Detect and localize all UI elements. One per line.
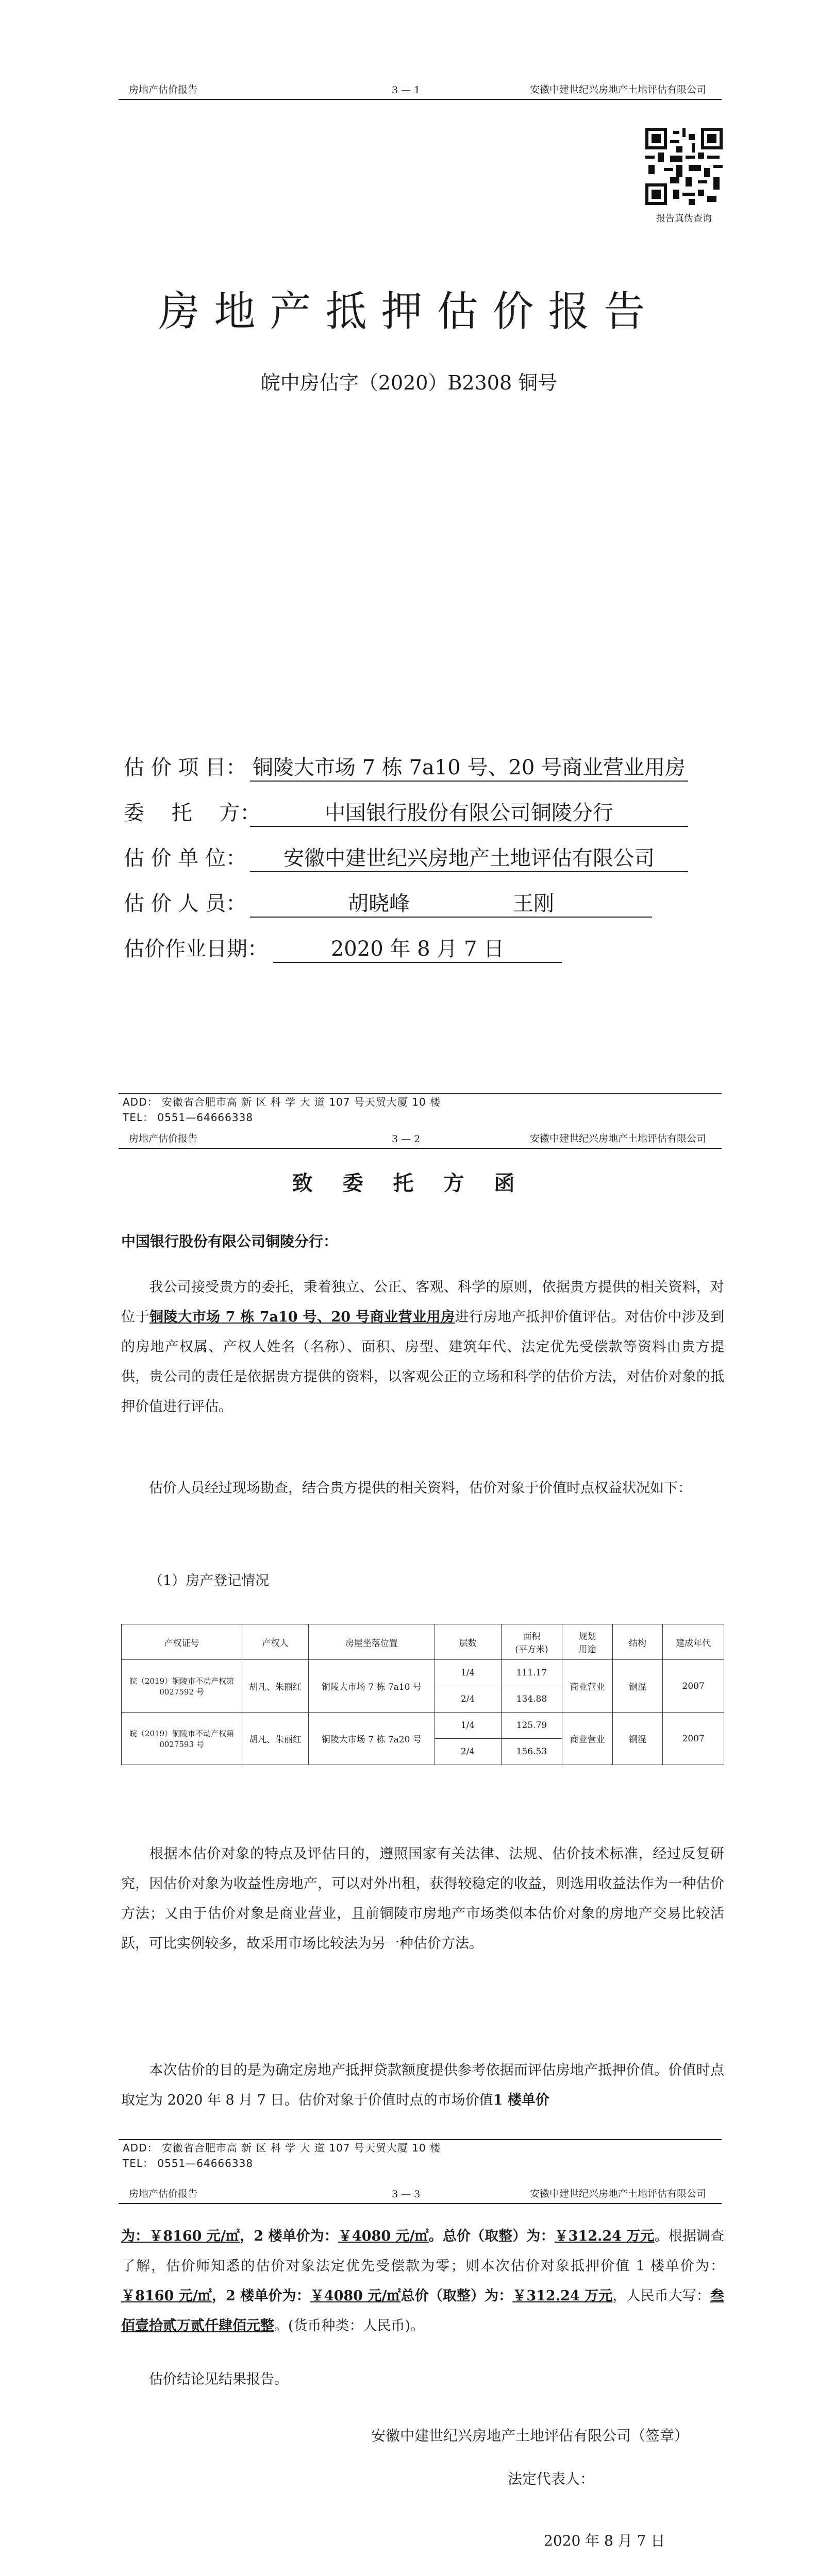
table-header-row (122, 1624, 724, 1660)
header-left: 房地产估价报告 (129, 2188, 198, 2199)
header-page-number: 3 — 3 (392, 2189, 421, 2200)
paragraph-1 (121, 1273, 724, 1422)
text: 。(货币种类：人民币)。 (274, 2318, 425, 2334)
header-page-number: 3 — 1 (392, 84, 421, 96)
header-right: 安徽中建世纪兴房地产土地评估有限公司 (529, 1133, 706, 1144)
page-footer (119, 1093, 722, 1125)
cert-number: 皖（2019）铜陵市不动产权第 0027592 号 (122, 1660, 242, 1713)
col-header: 规划 用途 (562, 1624, 613, 1660)
text: ，2 楼单价为： (211, 2288, 310, 2304)
header-left: 房地产估价报告 (129, 1133, 198, 1144)
floor: 1/4 (435, 1713, 501, 1739)
location: 铜陵大市场 7 栋 7a20 号 (309, 1713, 435, 1765)
paragraph-2 (121, 1473, 724, 1503)
field-value: 铜陵大市场 7 栋 7a10 号、20 号商业营业用房 (250, 751, 688, 782)
page-1 (0, 0, 818, 1124)
area: 134.88 (501, 1686, 562, 1713)
year: 2007 (663, 1660, 724, 1713)
qr-label: 报告真伪查询 (656, 213, 712, 224)
text: 根据本估价对象的特点及评估目的，遵照国家有关法律、法规、估价技术标准，经过反复研究，因估价对象为收益性房地产，可以对外出租，获得较稳定的收益，则选用收益法作为一种估价方法；又由于估价对象是商业营业，且前铜陵市房地产市场类似本估价对象的房地产交易比较活跃，可比实例较多，故采用市场比较法为另一种估价方法。 (121, 1846, 724, 1952)
table-row (122, 1713, 724, 1739)
area: 125.79 (501, 1713, 562, 1739)
text: ￥4080 元/㎡ (310, 2288, 401, 2304)
subheading-registration (121, 1566, 724, 1596)
legal-representative: 法定代表人： (508, 2470, 595, 2487)
use: 商业营业 (562, 1713, 613, 1765)
structure: 钢混 (612, 1713, 663, 1765)
area: 111.17 (501, 1660, 562, 1686)
text: ￥312.24 万元 (512, 2288, 613, 2304)
text: 。根据调查了解，估价师知悉的估价对象法定优先受偿款为零；则本次估价对象抵押价值 1 楼单价为： (121, 2228, 724, 2274)
text: 估价人员经过现场勘查，结合贵方提供的相关资料，估价对象于价值时点权益状况如下： (149, 1480, 692, 1496)
paragraph-3 (121, 1839, 724, 1959)
field-client (124, 796, 691, 827)
page-header (119, 2187, 722, 2204)
col-header: 房屋坐落位置 (309, 1624, 435, 1660)
text: 我公司接受贵方的委托，秉着独立、公正、客观、科学的原则，依据贵方提供的相关资料，对位于 (121, 1279, 724, 1325)
floor: 1/4 (435, 1660, 501, 1686)
col-header: 层数 (435, 1624, 501, 1660)
field-appraiser-org (124, 842, 691, 873)
owner: 胡凡、朱丽红 (242, 1660, 309, 1713)
owner: 胡凡、朱丽红 (242, 1713, 309, 1765)
field-label: 估 价 单 位： (124, 846, 247, 870)
field-label: 委 托 方： (124, 801, 261, 825)
property-name: 铜陵大市场 7 栋 7a10 号、20 号商业营业用房 (149, 1309, 455, 1325)
footer-tel: TEL： 0551—64666338 (123, 1111, 254, 1124)
document-number: 皖中房估字（2020）B2308 铜号 (260, 371, 558, 394)
text: ，人民币大写： (612, 2288, 710, 2304)
report-title: 房地产抵押估价报告 (158, 287, 660, 335)
text: 1 楼单价 (493, 2092, 549, 2108)
header-right: 安徽中建世纪兴房地产土地评估有限公司 (529, 84, 706, 95)
year: 2007 (663, 1713, 724, 1765)
letter-title: 致 委 托 方 函 (292, 1171, 526, 1195)
use: 商业营业 (562, 1660, 613, 1713)
col-header: 结构 (612, 1624, 663, 1660)
field-label: 估 价 项 目： (124, 756, 247, 779)
field-value: 安徽中建世纪兴房地产土地评估有限公司 (250, 842, 688, 872)
field-value: 2020 年 8 月 7 日 (273, 933, 562, 963)
col-header: 面积 (平方米) (501, 1624, 562, 1660)
footer-tel: TEL： 0551—64666338 (123, 2157, 254, 2170)
footer-address: ADD： 安徽省合肥市高 新 区 科 学 大 道 107 号天贸大厦 10 楼 (123, 2142, 441, 2154)
field-value: 中国银行股份有限公司铜陵分行 (250, 796, 688, 827)
field-label: 估价作业日期： (124, 937, 268, 961)
paragraph-4 (121, 2056, 724, 2115)
registration-table (121, 1624, 724, 1765)
location: 铜陵大市场 7 栋 7a10 号 (309, 1660, 435, 1713)
letter-date: 2020 年 8 月 7 日 (544, 2532, 665, 2549)
floor: 2/4 (435, 1686, 501, 1713)
area: 156.53 (501, 1739, 562, 1765)
footer-address: ADD： 安徽省合肥市高 新 区 科 学 大 道 107 号天贸大厦 10 楼 (123, 1096, 441, 1108)
text: 估价结论见结果报告。 (149, 2371, 288, 2387)
col-header: 产权人 (242, 1624, 309, 1660)
header-page-number: 3 — 2 (392, 1133, 421, 1145)
qr-code-icon[interactable] (645, 128, 723, 205)
col-header: 产权证号 (122, 1624, 242, 1660)
page-header (119, 82, 722, 100)
text: 。总价（取整）为： (428, 2228, 555, 2244)
text: 进行房地产抵押价值评估。对估价中涉及到的房地产权属、产权人姓名（名称）、面积、房型、建筑年代、法定优先受偿款等资料由贵方提供，贵公司的责任是依据贵方提供的资料，以客观公正的立场和科学的估价方法，对估价对象的抵押价值进行评估。 (121, 1309, 725, 1415)
text: 本次估价的目的是为确定房地产抵押贷款额度提供参考依据而评估房地产抵押价值。价值时点取定为 2020 年 8 月 7 日。估价对象于价值时点的市场价值 (121, 2062, 724, 2108)
header-right: 安徽中建世纪兴房地产土地评估有限公司 (529, 2188, 706, 2199)
field-work-date (124, 933, 691, 963)
page-header (119, 1131, 722, 1149)
text: ￥4080 元/㎡ (338, 2228, 429, 2244)
header-left: 房地产估价报告 (129, 84, 198, 95)
floor: 2/4 (435, 1739, 501, 1765)
text: （1）房产登记情况 (149, 1573, 270, 1589)
col-header: 建成年代 (663, 1624, 724, 1660)
company-signature: 安徽中建世纪兴房地产土地评估有限公司（签章） (371, 2427, 689, 2444)
paragraph-5 (121, 2222, 724, 2341)
field-value: 胡晓峰 王刚 (250, 887, 652, 918)
field-label: 估 价 人 员： (124, 892, 247, 916)
text: ￥312.24 万元 (554, 2228, 655, 2244)
structure: 钢混 (612, 1660, 663, 1713)
text: ，2 楼单价为： (240, 2228, 338, 2244)
addressee: 中国银行股份有限公司铜陵分行： (121, 1233, 338, 1250)
text: 为：￥8160 元/㎡ (121, 2228, 240, 2244)
field-project (124, 751, 691, 782)
cert-number: 皖（2019）铜陵市不动产权第 0027593 号 (122, 1713, 242, 1765)
text: 总价（取整）为： (400, 2288, 513, 2304)
text: ￥8160 元/㎡ (121, 2288, 212, 2304)
page-footer (119, 2139, 722, 2171)
text: 叁佰壹拾贰万贰仟肆佰元整 (121, 2288, 724, 2334)
paragraph-6 (121, 2365, 724, 2395)
table-row (122, 1660, 724, 1686)
field-appraisers (124, 887, 691, 918)
